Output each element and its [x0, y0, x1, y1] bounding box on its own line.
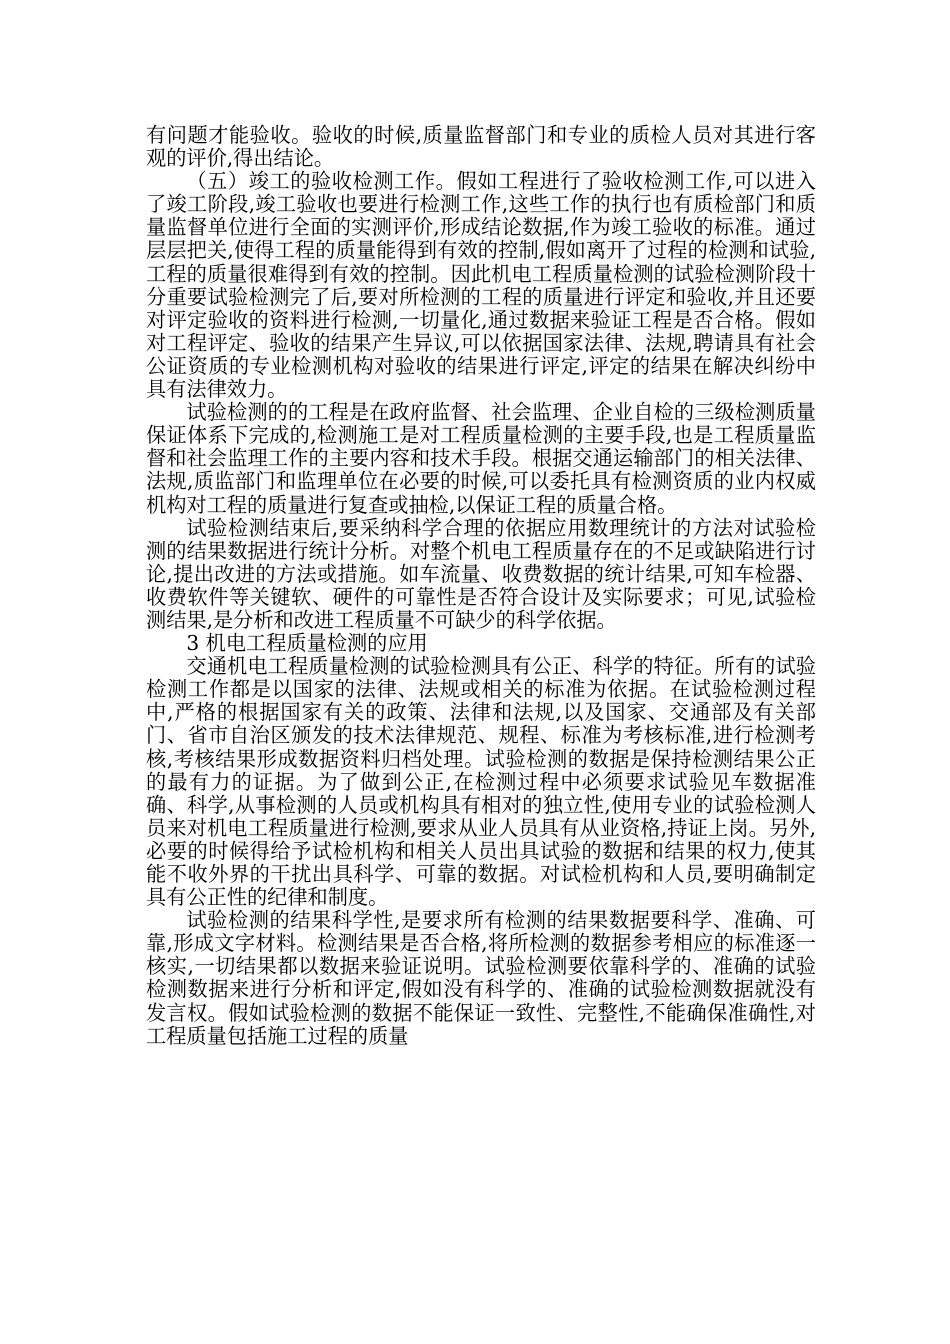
paragraph-1: 有问题才能验收。验收的时候,质量监督部门和专业的质检人员对其进行客观的评价,得出结论。 [146, 123, 816, 171]
paragraph-6: 试验检测的结果科学性,是要求所有检测的结果数据要科学、准确、可靠,形成文字材料。检测结果是否合格,将所检测的数据参考相应的标准逐一核实,一切结果都以数据来验证说明。试验检测要依靠科学的、准确的试验检测数据来进行分析和评定,假如没有科学的、准确的试验检测数据就没有发言权。假如试验检测的数据不能保证一致性、完整性,不能确保准确性,对工程质量包括施工过程的质量 [146, 908, 816, 1048]
paragraph-5: 交通机电工程质量检测的试验检测具有公正、科学的特征。所有的试验检测工作都是以国家的法律、法规或相关的标准为依据。在试验检测过程中,严格的根据国家有关的政策、法律和法规,以及国家、交通部及有关部门、省市自治区颁发的技术法律规范、规程、标准为考核标准,进行检测考核,考核结果形成数据资料归档处理。试验检测的数据是保持检测结果公正的最有力的证据。为了做到公正,在检测过程中必须要求试验见车数据准确、科学,从事检测的人员或机构具有相对的独立性,使用专业的试验检测人员来对机电工程质量进行检测,要求从业人员具有从业资格,持证上岗。另外,必要的时候得给予试检机构和相关人员出具试验的数据和结果的权力,使其能不收外界的干扰出具科学、可靠的数据。对试检机构和人员,要明确制定具有公正性的纪律和制度。 [146, 654, 816, 910]
paragraph-4: 试验检测结束后,要采纳科学合理的依据应用数理统计的方法对试验检测的结果数据进行统计分析。对整个机电工程质量存在的不足或缺陷进行讨论,提出改进的方法或措施。如车流量、收费数据的统计结果,可知车检器、收费软件等关键软、硬件的可靠性是否符合设计及实际要求；可见,试验检测结果,是分析和改进工程质量不可缺少的科学依据。 [146, 515, 816, 632]
paragraph-2: （五）竣工的验收检测工作。假如工程进行了验收检测工作,可以进入了竣工阶段,竣工验收也要进行检测工作,这些工作的执行也有质检部门和质量监督单位进行全面的实测评价,形成结论数据,作为竣工验收的标准。通过层层把关,使得工程的质量能得到有效的控制,假如离开了过程的检测和试验,工程的质量很难得到有效的控制。因此机电工程质量检测的试验检测阶段十分重要试验检测完了后,要对所检测的工程的质量进行评定和验收,并且还要对评定验收的资料进行检测,一切量化,通过数据来验证工程是否合格。假如对工程评定、验收的结果产生异议,可以依据国家法律、法规,聘请具有社会公证资质的专业检测机构对验收的结果进行评定,评定的结果在解决纠纷中具有法律效力。 [146, 169, 816, 402]
document-body [146, 124, 816, 1048]
paragraph-3: 试验检测的的工程是在政府监督、社会监理、企业自检的三级检测质量保证体系下完成的,检测施工是对工程质量检测的主要手段,也是工程质量监督和社会监理工作的主要内容和技术手段。根据交通运输部门的相关法律、法规,质监部门和监理单位在必要的时候,可以委托具有检测资质的业内权威机构对工程的质量进行复查或抽检,以保证工程的质量合格。 [146, 400, 816, 517]
section-heading: 3 机电工程质量检测的应用 [186, 631, 428, 656]
